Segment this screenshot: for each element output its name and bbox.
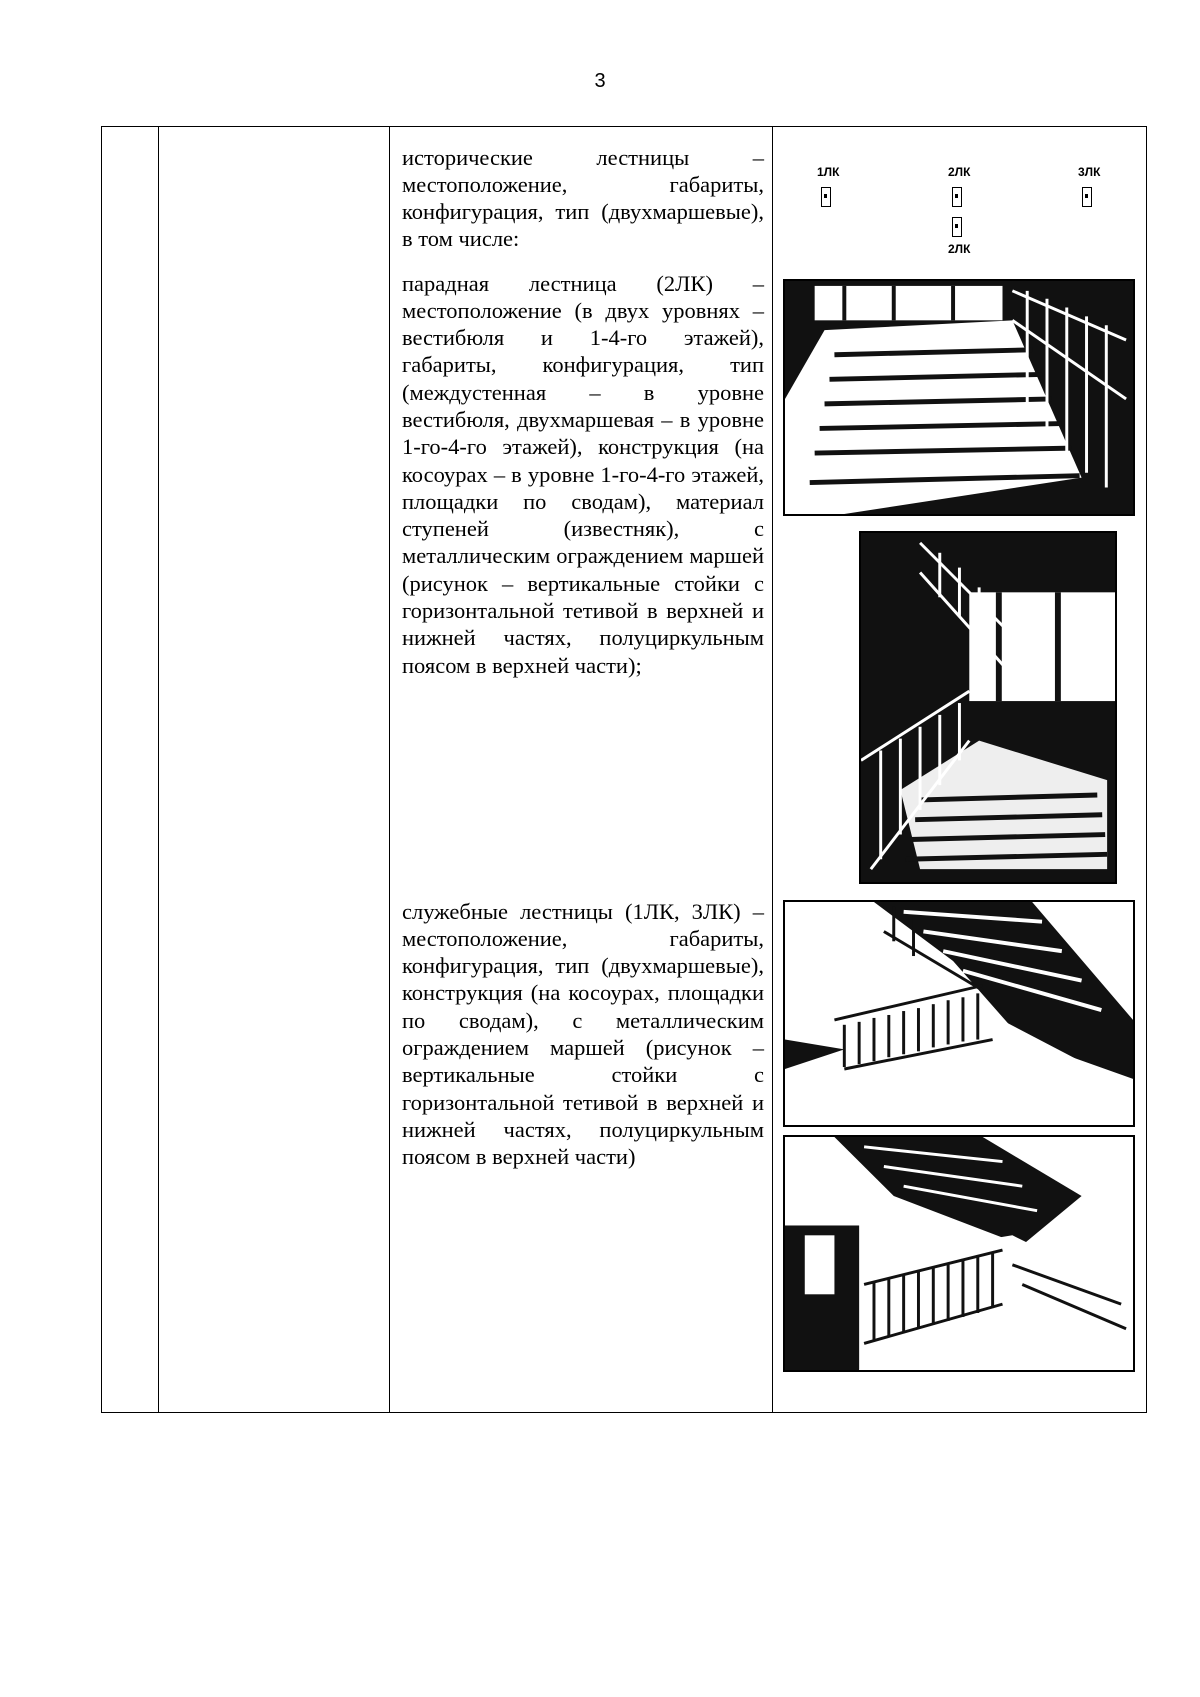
plan-label-2lk-top: 2ЛК <box>948 165 971 179</box>
paragraph-main-stair: парадная лестница (2ЛК) – местоположение (в двух уровнях – вестибюля и 1-4-го этажей), габариты, конфигурация, тип (междустенная – в уровне вестибюля, двухмаршевая – в уровне 1-го-4-го этажей), конструкция (на косоурах – в уровне 1-го-4-го этажей, площадки по сводам), материал ступеней (известняк), с металлическим ограждением маршей (рисунок – вертикальные стойки с горизонтальной тетивой в верхней и нижней частях, полуциркульным поясом в верхней части); <box>402 270 764 678</box>
staircase-photo-1 <box>783 279 1135 516</box>
paragraph-intro: исторические лестницы – местоположение, габариты, конфигурация, тип (двухмаршевые), в том числе: <box>402 144 764 252</box>
staircase-photo-2 <box>859 531 1117 884</box>
column-divider <box>772 127 773 1412</box>
plan-label-1lk: 1ЛК <box>817 165 840 179</box>
plan-label-3lk: 3ЛК <box>1078 165 1101 179</box>
column-divider <box>158 127 159 1412</box>
document-table <box>101 126 1147 1413</box>
column-divider <box>389 127 390 1412</box>
staircase-photo-3 <box>783 900 1135 1127</box>
paragraph-service-stairs: служебные лестницы (1ЛК, 3ЛК) – местоположение, габариты, конфигурация, тип (двухмаршевые), конструкция (на косоурах, площадки по сводам), с металлическим ограждением маршей (рисунок – вертикальные стойки с горизонтальной тетивой в верхней и нижней частях, полуциркульным поясом в верхней части) <box>402 898 764 1170</box>
stair-marker-icon <box>952 217 962 237</box>
plan-label-2lk-bottom: 2ЛК <box>948 242 971 256</box>
staircase-photo-4 <box>783 1135 1135 1372</box>
stair-marker-icon <box>1082 187 1092 207</box>
page-number: 3 <box>594 70 606 92</box>
stair-location-plan <box>785 165 1137 270</box>
stair-marker-icon <box>821 187 831 207</box>
stair-marker-icon <box>952 187 962 207</box>
